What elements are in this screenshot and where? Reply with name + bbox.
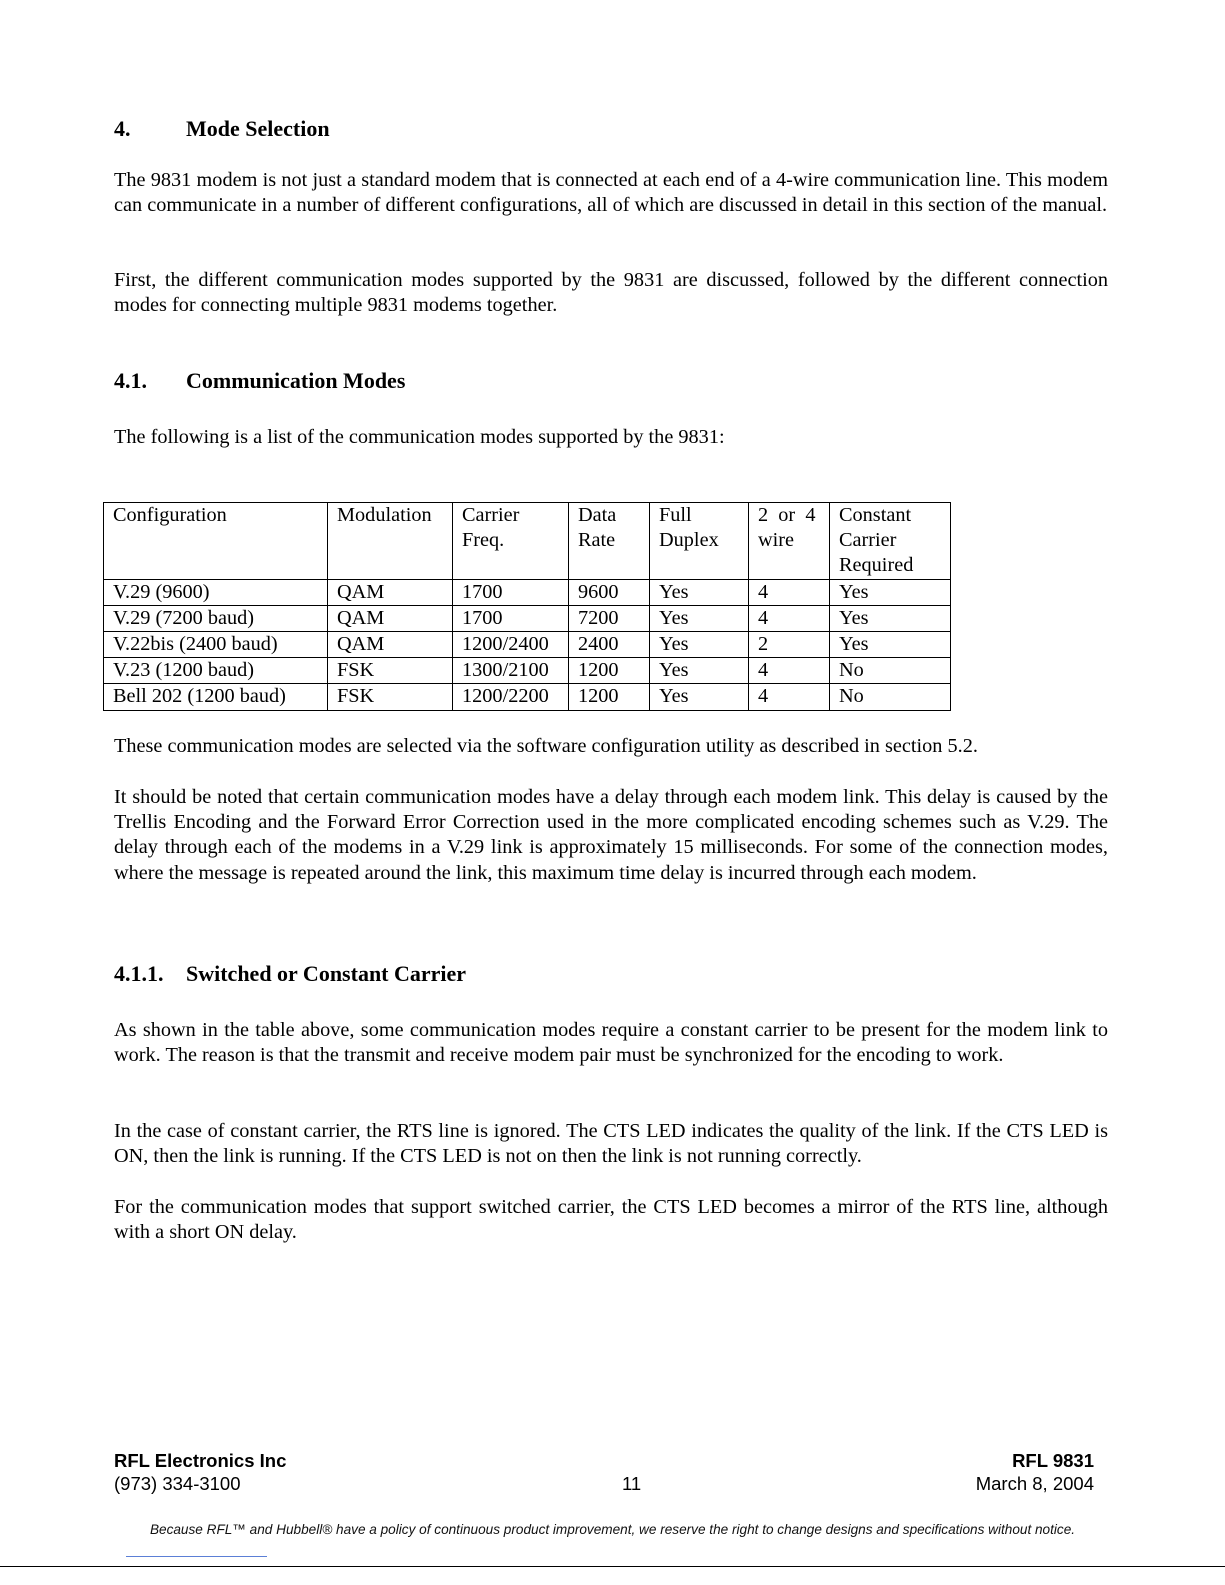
header-constant-carrier [830, 503, 951, 580]
header-line: Carrier [839, 529, 897, 552]
footer-product: RFL 9831 [1012, 1450, 1094, 1471]
section-title: Mode Selection [186, 116, 330, 141]
table-cell: V.29 (9600) [104, 579, 328, 605]
table-cell: 1200/2400 [453, 632, 569, 658]
table-cell: 4 [749, 684, 830, 710]
section-4-1-heading [114, 368, 405, 394]
table-cell: Bell 202 (1200 baud) [104, 684, 328, 710]
table-cell: 1200 [569, 684, 650, 710]
table-row [104, 605, 951, 631]
header-line: Duplex [659, 529, 719, 552]
table-cell: Yes [650, 684, 749, 710]
carrier-paragraph-2: In the case of constant carrier, the RTS line is ignored. The CTS LED indicates the quality of the link. If the CTS LED is ON, then the link is running. If the CTS LED is not on then the link is not running correctly. [114, 1120, 1108, 1168]
table-cell: Yes [830, 579, 951, 605]
section-title: Communication Modes [186, 368, 406, 393]
table-cell: No [830, 658, 951, 684]
section-number: 4.1. [114, 368, 147, 393]
header-line: Modulation [337, 504, 432, 526]
communication-modes-table [103, 502, 951, 711]
table-cell: Yes [650, 658, 749, 684]
table-header-row [104, 503, 951, 580]
table-cell: 1200 [569, 658, 650, 684]
table-cell: FSK [328, 658, 453, 684]
policy-notice: Because RFL™ and Hubbell® have a policy of continuous product improvement, we reserve the right to change designs and specifications without notice. [149, 1522, 1076, 1537]
table-cell: Yes [650, 605, 749, 631]
table-row [104, 684, 951, 710]
header-line: Rate [578, 529, 616, 552]
carrier-paragraph-3: For the communication modes that support switched carrier, the CTS LED becomes a mirror of the RTS line, although with a short ON delay. [114, 1196, 1108, 1244]
table-cell: 4 [749, 605, 830, 631]
header-configuration [104, 503, 328, 580]
table-cell: 1200/2200 [453, 684, 569, 710]
table-cell: 1700 [453, 579, 569, 605]
table-cell: 1300/2100 [453, 658, 569, 684]
paragraph-after-table: These communication modes are selected via the software configuration utility as described in section 5.2. [114, 735, 978, 757]
table-cell: QAM [328, 579, 453, 605]
bottom-rule [0, 1566, 1225, 1567]
table-row [104, 579, 951, 605]
header-line: Freq. [462, 529, 505, 552]
section-title: Switched or Constant Carrier [186, 961, 467, 986]
table-cell: FSK [328, 684, 453, 710]
header-carrier-freq [453, 503, 569, 580]
table-cell: QAM [328, 632, 453, 658]
table-cell: 9600 [569, 579, 650, 605]
header-line: Data [578, 504, 617, 526]
section-4-heading [114, 116, 330, 142]
table-cell: 1700 [453, 605, 569, 631]
footer-phone: (973) 334-3100 [114, 1473, 241, 1494]
table-cell: No [830, 684, 951, 710]
table-cell: V.23 (1200 baud) [104, 658, 328, 684]
header-line: Constant [839, 504, 912, 526]
table-cell: Yes [650, 579, 749, 605]
intro-paragraph-2: First, the different communication modes supported by the 9831 are discussed, followed by the different connection modes for connecting multiple 9831 modems together. [114, 269, 1108, 317]
table-cell: 7200 [569, 605, 650, 631]
table-cell: 2 [749, 632, 830, 658]
section-4-1-intro: The following is a list of the communication modes supported by the 9831: [114, 426, 725, 448]
header-line: Carrier [462, 504, 520, 526]
footer-page-number: 11 [622, 1473, 642, 1494]
table-cell: V.29 (7200 baud) [104, 605, 328, 631]
header-line: Configuration [113, 504, 227, 526]
table-cell: Yes [830, 605, 951, 631]
intro-paragraph-1: The 9831 modem is not just a standard modem that is connected at each end of a 4-wire communication line. This modem can communicate in a number of different configurations, all of which are discussed in detail in this section of the manual. [114, 169, 1108, 217]
table-cell: 4 [749, 579, 830, 605]
table-cell: 2400 [569, 632, 650, 658]
table-row [104, 632, 951, 658]
header-data-rate [569, 503, 650, 580]
section-number: 4. [114, 116, 131, 141]
delay-paragraph: It should be noted that certain communication modes have a delay through each modem link. This delay is caused by the Trellis Encoding and the Forward Error Correction used in the more complicated encoding schemes such as V.29. The delay through each of the modems in a V.29 link is approximately 15 milliseconds. For some of the connection modes, where the message is repeated around the link, this maximum time delay is incurred through each modem. [114, 786, 1108, 884]
carrier-paragraph-1: As shown in the table above, some communication modes require a constant carrier to be present for the modem link to work. The reason is that the transmit and receive modem pair must be synchronized for the encoding to work. [114, 1019, 1108, 1067]
table-row [104, 658, 951, 684]
footer-company: RFL Electronics Inc [114, 1450, 287, 1471]
link-underline [126, 1556, 267, 1557]
table-cell: Yes [830, 632, 951, 658]
section-4-1-1-heading [114, 961, 466, 987]
footer-date: March 8, 2004 [975, 1473, 1094, 1494]
header-line: Full [659, 504, 692, 526]
section-number: 4.1.1. [114, 961, 164, 986]
header-full-duplex [650, 503, 749, 580]
table-cell: V.22bis (2400 baud) [104, 632, 328, 658]
table-cell: Yes [650, 632, 749, 658]
table-cell: 4 [749, 658, 830, 684]
header-line: 2 or 4 [758, 504, 816, 526]
header-line: wire [758, 529, 795, 552]
header-modulation [328, 503, 453, 580]
header-line: Required [839, 554, 914, 577]
header-2-or-4-wire [749, 503, 830, 580]
table-cell: QAM [328, 605, 453, 631]
